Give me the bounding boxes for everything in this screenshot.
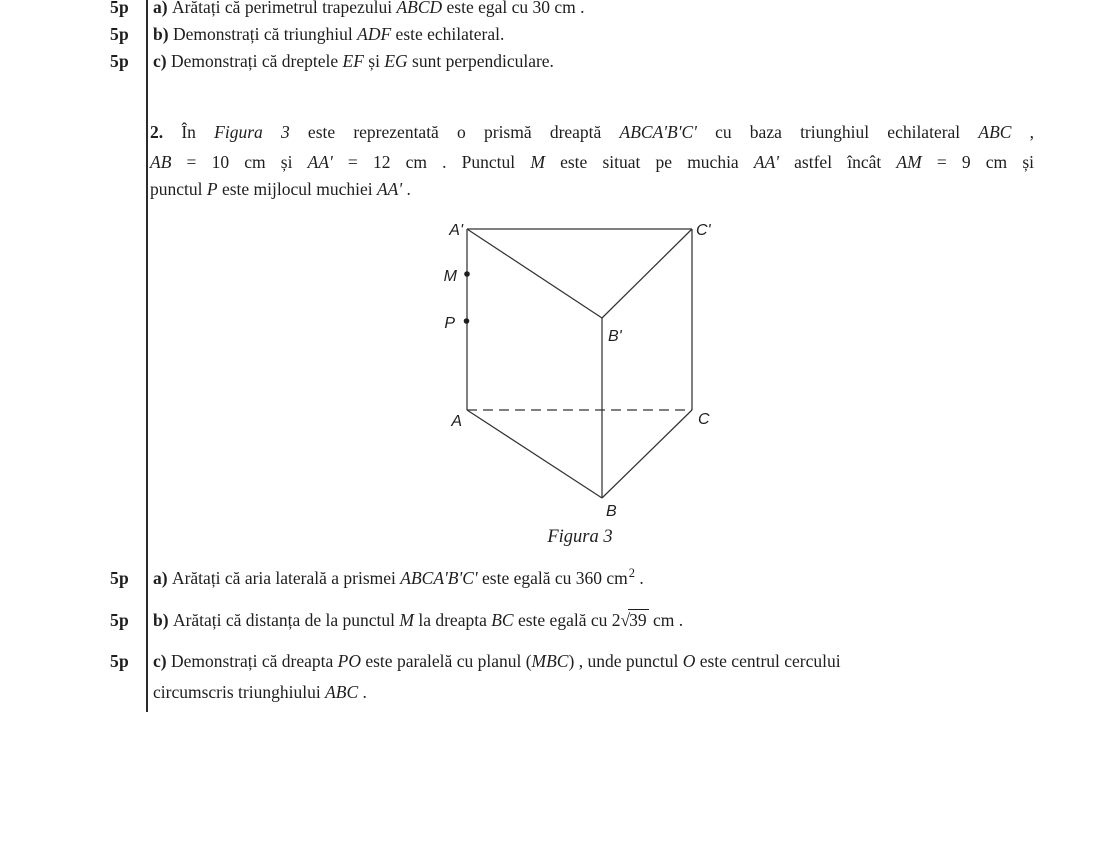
q2-item-c-text-line1: c) Demonstrați că dreapta PO este paralelă cu planul (MBC) , unde punctul O este centrul cercului [153, 651, 841, 671]
points-column-divider [146, 0, 148, 712]
q2-statement-text-2: AB = 10 cm și AA' = 12 cm . Punctul M este situat pe muchia AA' astfel încât AM = 9 cm și [150, 152, 1035, 172]
vertex-label-A-prime: A' [449, 222, 463, 239]
vertex-label-B: B [606, 503, 617, 520]
q2-item-c-text-line2: circumscris triunghiului ABC . [153, 682, 367, 702]
point-label-P: P [444, 315, 455, 332]
q1-item-b-text: b) Demonstrați că triunghiul ADF este echilateral. [153, 24, 505, 44]
vertex-label-C-prime: C' [696, 222, 711, 239]
prism-figure-svg [430, 205, 730, 525]
points-label: 5p [110, 610, 130, 630]
points-label: 5p [110, 24, 130, 44]
points-label: 5p [110, 51, 130, 71]
point-label-M: M [443, 268, 457, 285]
points-label: 5p [110, 651, 130, 671]
vertex-label-B-prime: B' [608, 328, 622, 345]
point-P-dot [464, 318, 470, 324]
q2-statement-text-3: punctul P este mijlocul muchiei AA' . [150, 179, 411, 199]
vertex-label-C: C [698, 411, 710, 428]
points-label: 5p [110, 568, 130, 588]
edge-A-B [467, 410, 602, 498]
q2-item-a-text: a) Arătați că aria laterală a prismei ABCA'B'C' este egală cu 360 $cm^2$ . [153, 566, 644, 588]
edge-Cprime-Bprime [602, 229, 692, 318]
prism-figure [430, 205, 730, 525]
q1-item-c-text: c) Demonstrați că dreptele EF și EG sunt perpendiculare. [153, 51, 554, 71]
edge-Aprime-Bprime [467, 229, 602, 318]
q1-item-a-text: a) Arătați că perimetrul trapezului ABCD este egal cu 30 cm . [153, 0, 585, 17]
figure-caption: Figura 3 [547, 527, 613, 547]
vertex-label-A: A [451, 413, 462, 430]
q2-statement-text-1: 2. În Figura 3 este reprezentată o prismă dreaptă ABCA'B'C' cu baza triunghiul echilateral ABC , [150, 122, 1035, 142]
point-M-dot [464, 271, 470, 277]
q2-item-b-text: b) Arătați că distanța de la punctul M la dreapta BC este egală cu 2√39 cm . [153, 610, 684, 630]
points-label: 5p [110, 0, 130, 17]
edge-C-B [602, 410, 692, 498]
